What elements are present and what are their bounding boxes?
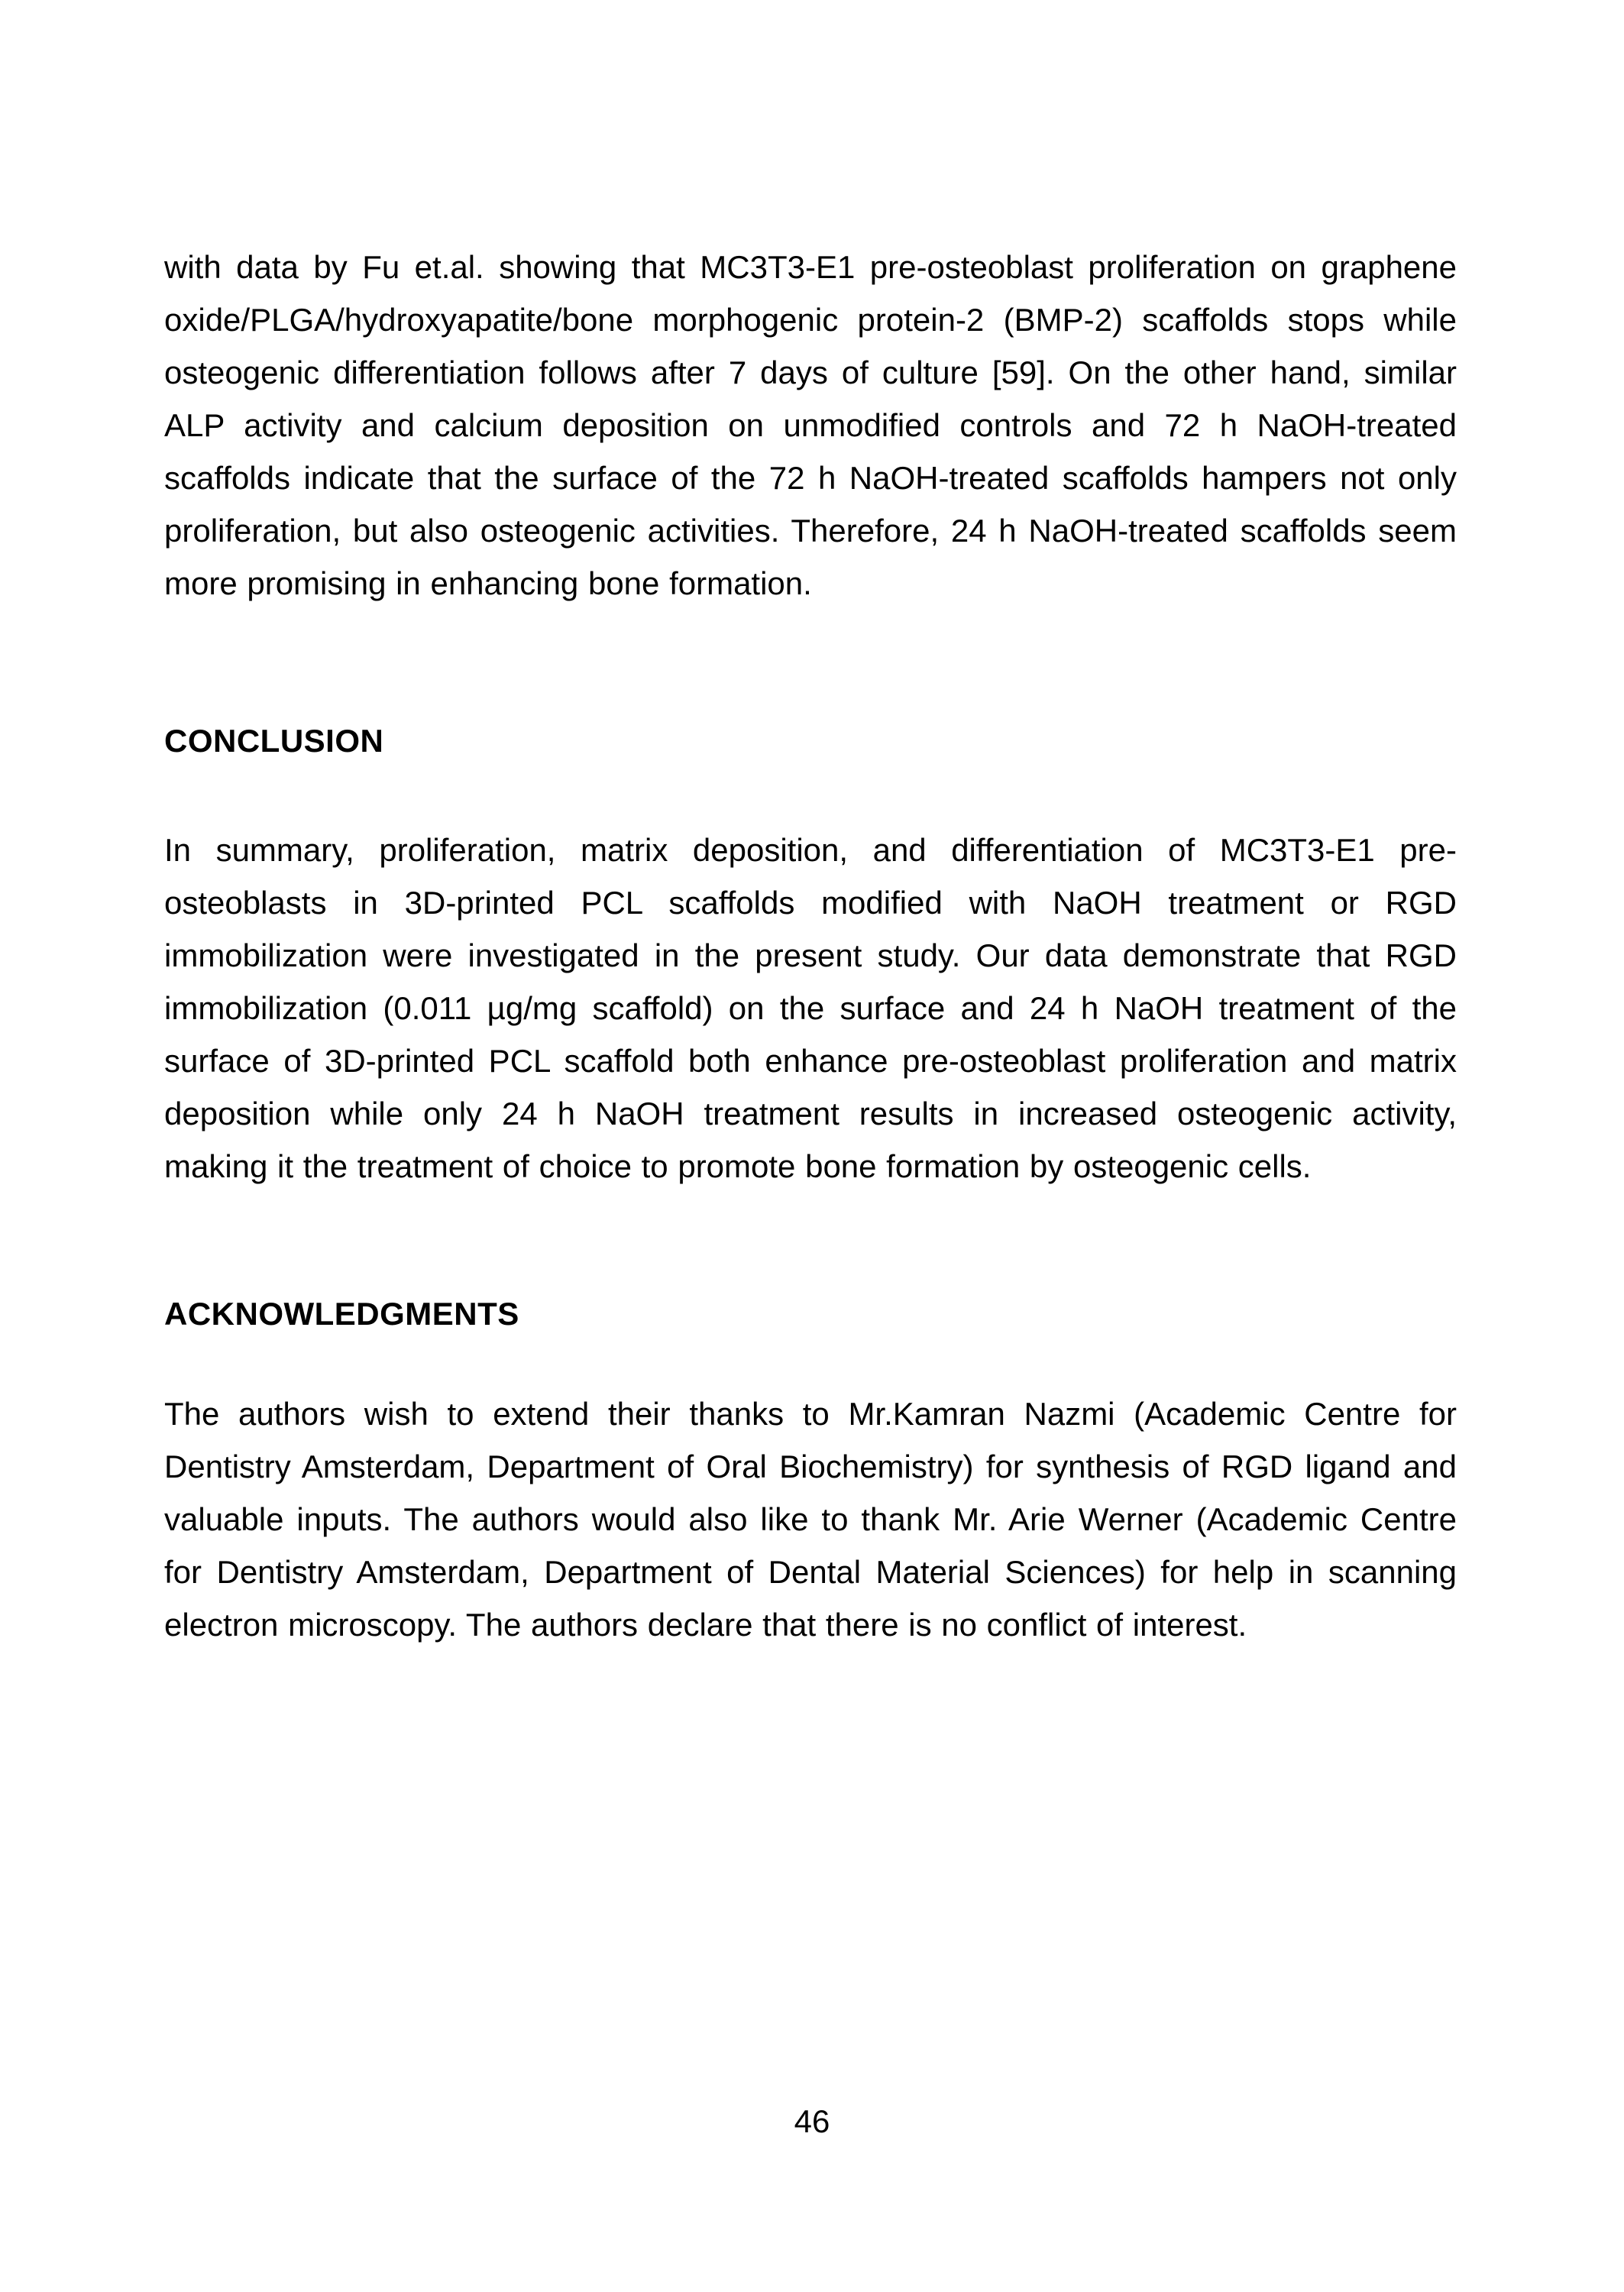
acknowledgments-heading: ACKNOWLEDGMENTS (164, 1296, 519, 1332)
acknowledgments-paragraph: The authors wish to extend their thanks to Mr.Kamran Nazmi (Academic Centre for Dentistry Amsterdam, Department of Oral Biochemistry) for synthesis of RGD ligand and valuable inputs. The authors would also like to thank Mr. Arie Werner (Academic Centre for Dentistry Amsterdam, Department of Dental Material Sciences) for help in scanning electron microscopy. The authors declare that there is no conflict of interest. (164, 1396, 1457, 1643)
page-content (164, 241, 1457, 1651)
intro-paragraph: with data by Fu et.al. showing that MC3T3-E1 pre-osteoblast proliferation on graphene oxide/PLGA/hydroxyapatite/bone morphogenic protein-2 (BMP-2) scaffolds stops while osteogenic differentiation follows after 7 days of culture [59]. On the other hand, similar ALP activity and calcium deposition on unmodified controls and 72 h NaOH-treated scaffolds indicate that the surface of the 72 h NaOH-treated scaffolds hampers not only proliferation, but also osteogenic activities. Therefore, 24 h NaOH-treated scaffolds seem more promising in enhancing bone formation. (164, 249, 1457, 601)
conclusion-paragraph: In summary, proliferation, matrix deposition, and differentiation of MC3T3-E1 pre-osteoblasts in 3D-printed PCL scaffolds modified with NaOH treatment or RGD immobilization were investigated in the present study. Our data demonstrate that RGD immobilization (0.011 µg/mg scaffold) on the surface and 24 h NaOH treatment of the surface of 3D-printed PCL scaffold both enhance pre-osteoblast proliferation and matrix deposition while only 24 h NaOH treatment results in increased osteogenic activity, making it the treatment of choice to promote bone formation by osteogenic cells. (164, 832, 1457, 1184)
conclusion-heading: CONCLUSION (164, 723, 384, 759)
page-number: 46 (794, 2103, 830, 2139)
